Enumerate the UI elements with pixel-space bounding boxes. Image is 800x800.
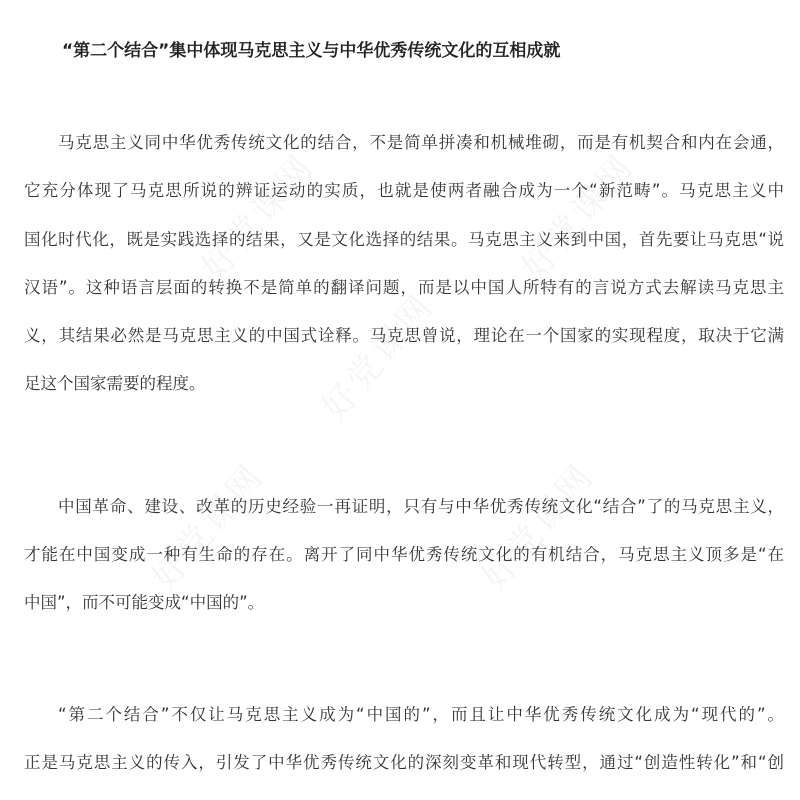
text-line: 正是马克思主义的传入，引发了中华优秀传统文化的深刻变革和现代转型，通过“创造性转化”和“创 (24, 753, 784, 772)
text-line: 才能在中国变成一种有生命的存在。离开了同中华优秀传统文化的有机结合，马克思主义顶多是“在 (24, 545, 784, 564)
text-line: 汉语”。这种语言层面的转换不是简单的翻译问题，而是以中国人所特有的言说方式去解读马克思主 (24, 278, 784, 297)
watermark (468, 451, 603, 599)
watermark (188, 141, 323, 289)
watermark (508, 141, 643, 289)
text-line: 中国革命、建设、改革的历史经验一再证明，只有与中华优秀传统文化“结合”了的马克思主义， (58, 497, 784, 516)
text-line: 义，其结果必然是马克思主义的中国式诠释。马克思曾说，理论在一个国家的实现程度，取决于它满 (24, 326, 784, 345)
text-line: 它充分体现了马克思所说的辨证运动的实质，也就是使两者融合成为一个“新范畴”。马克思主义中 (24, 181, 784, 200)
text-line: 足这个国家需要的程度。 (24, 374, 206, 393)
article-title: “第二个结合”集中体现马克思主义与中华优秀传统文化的互相成就 (62, 41, 561, 61)
watermark (138, 451, 273, 599)
text-line: “第二个结合”不仅让马克思主义成为“中国的”，而且让中华优秀传统文化成为“现代的”。 (58, 705, 784, 724)
text-line: 马克思主义同中华优秀传统文化的结合，不是简单拼凑和机械堆砌，而是有机契合和内在会通， (58, 133, 784, 152)
text-line: 国化时代化，既是实践选择的结果，又是文化选择的结果。马克思主义来到中国，首先要让马克思“说 (24, 230, 784, 249)
watermark (308, 281, 443, 429)
text-line: 中国”，而不可能变成“中国的”。 (24, 593, 265, 612)
